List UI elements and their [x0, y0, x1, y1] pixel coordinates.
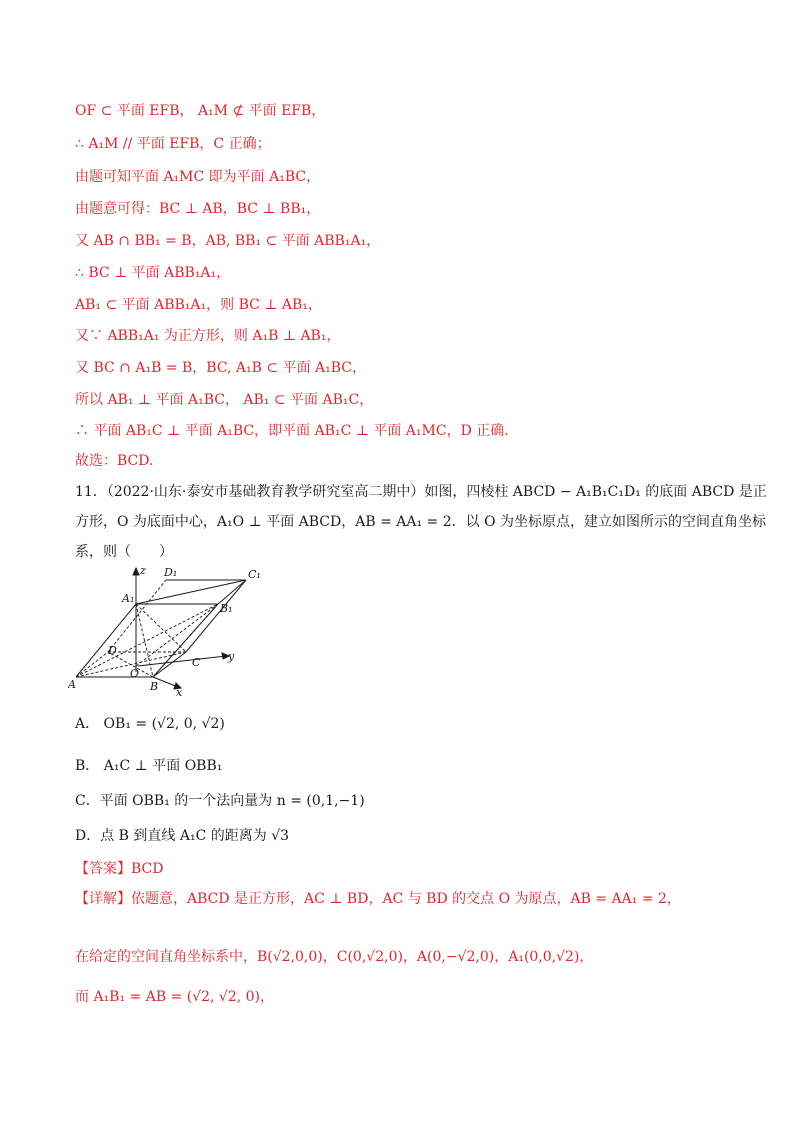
question-text-line-2: 方形，O 为底面中心，A₁O ⊥ 平面 ABCD，AB = AA₁ = 2．以 O 为坐标原点，建立如图所示的空间直角坐标 — [75, 514, 767, 530]
solution-line-9: 又 BC ∩ A₁B = B，BC, A₁B ⊂ 平面 A₁BC， — [75, 360, 367, 376]
label-x: x — [176, 686, 183, 697]
solution-line-1: OF ⊂ 平面 EFB， A₁M ⊄ 平面 EFB， — [75, 103, 326, 119]
edge-b1-c1 — [218, 580, 246, 604]
prism-figure — [68, 562, 268, 697]
solution-line-5: 又 AB ∩ BB₁ = B，AB, BB₁ ⊂ 平面 ABB₁A₁， — [75, 233, 381, 249]
edge-a-a1 — [76, 604, 136, 677]
option-a: A． OB₁ = (√2, 0, √2) — [75, 716, 225, 732]
edge-b-b1 — [153, 604, 218, 677]
answer-line: 【答案】BCD — [75, 861, 164, 877]
option-d: D．点 B 到直线 A₁C 的距离为 √3 — [75, 828, 290, 844]
solution-line-7: AB₁ ⊂ 平面 ABB₁A₁，则 BC ⊥ AB₁， — [75, 297, 322, 313]
solution-line-6: ∴ BC ⊥ 平面 ABB₁A₁， — [75, 265, 231, 281]
segment-o-b1-hidden — [136, 604, 218, 666]
solution-final-choice: 故选：BCD. — [75, 453, 154, 469]
label-d: D — [108, 644, 117, 657]
detail-line-3: 而 A₁B₁ = AB = (√2, √2, 0)， — [75, 989, 275, 1005]
label-z: z — [140, 564, 146, 577]
label-a1: A₁ — [122, 592, 135, 605]
label-b: B — [150, 680, 159, 693]
solution-line-4: 由题意可得：BC ⊥ AB，BC ⊥ BB₁， — [75, 201, 321, 217]
edge-d-d1-hidden — [108, 580, 166, 652]
label-c: C — [192, 656, 201, 669]
y-axis — [138, 656, 226, 666]
z-axis-arrow — [133, 568, 139, 575]
solution-line-2: ∴ A₁M // 平面 EFB，C 正确； — [75, 136, 271, 152]
solution-line-10: 所以 AB₁ ⊥ 平面 A₁BC， AB₁ ⊂ 平面 AB₁C， — [75, 392, 374, 408]
label-b1: B₁ — [220, 602, 233, 615]
question-text-line-1: 11．（2022·山东·泰安市基础教育教学研究室高二期中）如图，四棱柱 ABCD − A₁B₁C₁D₁ 的底面 ABCD 是正 — [75, 484, 767, 500]
label-d1: D₁ — [164, 566, 178, 579]
label-o: O — [130, 667, 140, 680]
solution-line-3: 由题可知平面 A₁MC 即为平面 A₁BC， — [75, 169, 321, 185]
detail-line-2: 在给定的空间直角坐标系中，B(√2,0,0)，C(0,√2,0)，A(0,−√2,0)，A₁(0,0,√2)， — [75, 949, 594, 965]
label-y: y — [228, 650, 235, 663]
question-text-line-3: 系，则（ ） — [75, 544, 173, 560]
label-c1: C₁ — [248, 568, 261, 581]
option-c: C．平面 OBB₁ 的一个法向量为 n = (0,1,−1) — [75, 793, 365, 809]
label-a: A — [68, 678, 76, 691]
solution-line-11: ∴ 平面 AB₁C ⊥ 平面 A₁BC，即平面 AB₁C ⊥ 平面 A₁MC，D 正确. — [75, 423, 509, 439]
detail-line-1: 【详解】依题意，ABCD 是正方形，AC ⊥ BD，AC 与 BD 的交点 O 为原点，AB = AA₁ = 2， — [75, 891, 681, 907]
option-b: B． A₁C ⊥ 平面 OBB₁ — [75, 758, 223, 774]
solution-line-8: 又∵ ABB₁A₁ 为正方形，则 A₁B ⊥ AB₁， — [75, 328, 341, 344]
segment-a1-c-hidden — [136, 604, 186, 652]
